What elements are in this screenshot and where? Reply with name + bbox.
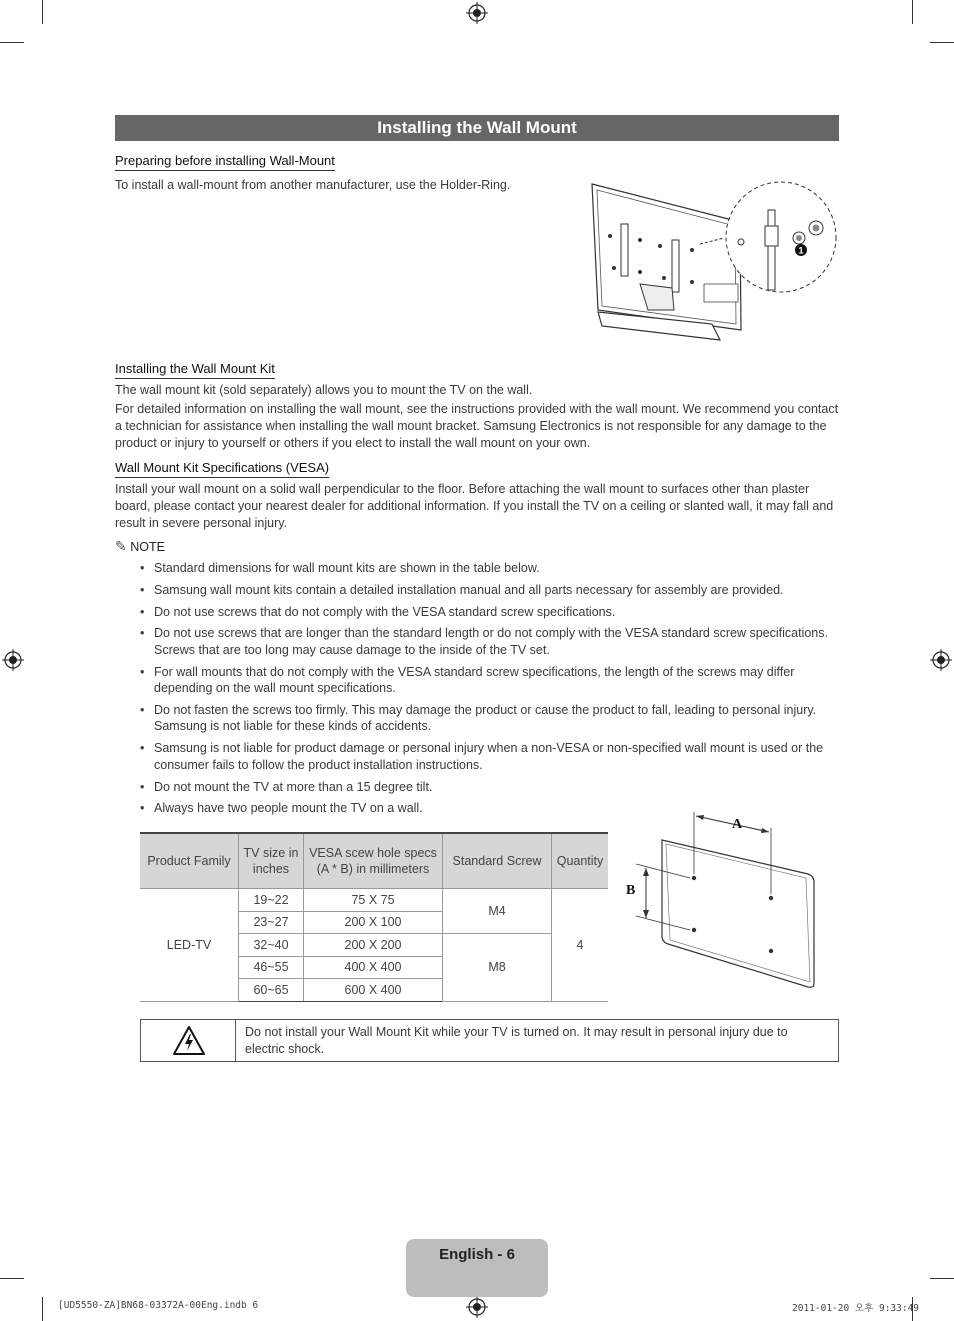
vesa-spec-cell: 600 X 400 xyxy=(304,979,443,1002)
list-item: • Do not mount the TV at more than a 15 degree tilt. xyxy=(138,779,843,796)
crop-mark xyxy=(0,1278,24,1279)
tv-size-cell: 46~55 xyxy=(239,956,304,979)
list-item: • Do not use screws that are longer than the standard length or do not comply with the VESA standard screw specifications. Screws that are too long may cause damage to the inside of the TV set. xyxy=(138,625,843,658)
pencil-note-icon: ✎ xyxy=(115,538,127,554)
wall-mount-kit-intro: The wall mount kit (sold separately) allows you to mount the TV on the wall. xyxy=(115,383,533,397)
list-item: • Do not fasten the screws too firmly. This may damage the product or cause the product to fall, leading to personal injury. Samsung is not liable for these kinds of accidents. xyxy=(138,702,843,735)
list-item: • Standard dimensions for wall mount kits are shown in the table below. xyxy=(138,560,843,577)
registration-mark-icon xyxy=(2,649,24,671)
column-header: TV size in inches xyxy=(239,833,304,889)
crop-mark xyxy=(930,42,954,43)
quantity-cell: 4 xyxy=(552,889,609,1002)
page-title: Installing the Wall Mount xyxy=(115,115,839,141)
vesa-spec-cell: 400 X 400 xyxy=(304,956,443,979)
section-heading-vesa-specs: Wall Mount Kit Specifications (VESA) xyxy=(115,460,329,478)
section-heading-installing-kit: Installing the Wall Mount Kit xyxy=(115,361,275,379)
tv-size-cell: 23~27 xyxy=(239,911,304,934)
screw-cell: M4 xyxy=(443,889,552,934)
crop-mark xyxy=(0,42,24,43)
crop-mark xyxy=(912,0,913,24)
dimension-label-b: B xyxy=(626,883,636,898)
warning-icon-cell xyxy=(141,1020,236,1061)
list-item: • Always have two people mount the TV on a wall. xyxy=(138,800,843,817)
list-item: • Samsung is not liable for product damage or personal injury when a non-VESA or non-specified wall mount is used or the consumer fails to follow the product installation instructions. xyxy=(138,740,843,773)
registration-mark-icon xyxy=(466,1296,488,1318)
dimension-label-a: A xyxy=(732,817,743,832)
note-list xyxy=(138,560,843,822)
crop-mark xyxy=(42,1297,43,1321)
tv-size-cell: 32~40 xyxy=(239,934,304,957)
list-item: • Do not use screws that do not comply with the VESA standard screw specifications. xyxy=(138,604,843,621)
wall-mount-kit-details: For detailed information on installing the wall mount, see the instructions provided with the wall mount. We recommend you contact a technician for assistance when installing the wall mount bracket. Samsung Electronics is not responsible for any damage to the product or injury to yourself or others if you elect to install the wall mount on your own. xyxy=(115,402,839,450)
vesa-spec-table xyxy=(140,832,608,1002)
holder-ring-text: To install a wall-mount from another manufacturer, use the Holder-Ring. xyxy=(115,178,511,192)
vesa-dimension-diagram xyxy=(620,808,820,993)
footer-timestamp: 2011-01-20 오후 9:33:49 xyxy=(792,1303,920,1314)
callout-number: 1 xyxy=(798,245,804,256)
registration-mark-icon xyxy=(466,2,488,24)
vesa-intro-text: Install your wall mount on a solid wall perpendicular to the floor. Before attaching the wall mount to surfaces other than plaster board, please contact your nearest dealer for additional information. If you install the TV on a ceiling or slanted wall, it may fall and result in severe personal injury. xyxy=(115,482,834,530)
column-header: VESA scew hole specs (A * B) in millimeters xyxy=(304,833,443,889)
column-header: Standard Screw xyxy=(443,833,552,889)
tv-holder-ring-illustration xyxy=(588,180,840,348)
page-number-tab: English - 6 xyxy=(406,1239,548,1297)
screw-cell: M8 xyxy=(443,934,552,1002)
note-label xyxy=(115,538,165,555)
column-header: Product Family xyxy=(140,833,239,889)
list-item: • Samsung wall mount kits contain a detailed installation manual and all parts necessary for assembly are provided. xyxy=(138,582,843,599)
warning-box xyxy=(140,1019,839,1062)
vesa-spec-cell: 200 X 200 xyxy=(304,934,443,957)
list-item: • For wall mounts that do not comply with the VESA standard screw specifications, the length of the screws may differ depending on the wall mount specifications. xyxy=(138,664,843,697)
tv-size-cell: 19~22 xyxy=(239,889,304,912)
footer-file-name: [UD5550-ZA]BN68-03372A-00Eng.indb 6 xyxy=(58,1300,259,1311)
table-row xyxy=(140,889,608,912)
column-header: Quantity xyxy=(552,833,609,889)
vesa-spec-cell: 75 X 75 xyxy=(304,889,443,912)
tv-size-cell: 60~65 xyxy=(239,979,304,1002)
registration-mark-icon xyxy=(930,649,952,671)
note-text: NOTE xyxy=(130,540,165,554)
product-family-cell: LED-TV xyxy=(140,889,239,1002)
crop-mark xyxy=(42,0,43,24)
electric-shock-warning-icon xyxy=(172,1025,206,1056)
section-heading-preparing: Preparing before installing Wall-Mount xyxy=(115,153,335,171)
crop-mark xyxy=(930,1278,954,1279)
table-header-row xyxy=(140,833,608,889)
warning-text: Do not install your Wall Mount Kit while your TV is turned on. It may result in personal injury due to electric shock. xyxy=(245,1025,788,1056)
vesa-spec-cell: 200 X 100 xyxy=(304,911,443,934)
